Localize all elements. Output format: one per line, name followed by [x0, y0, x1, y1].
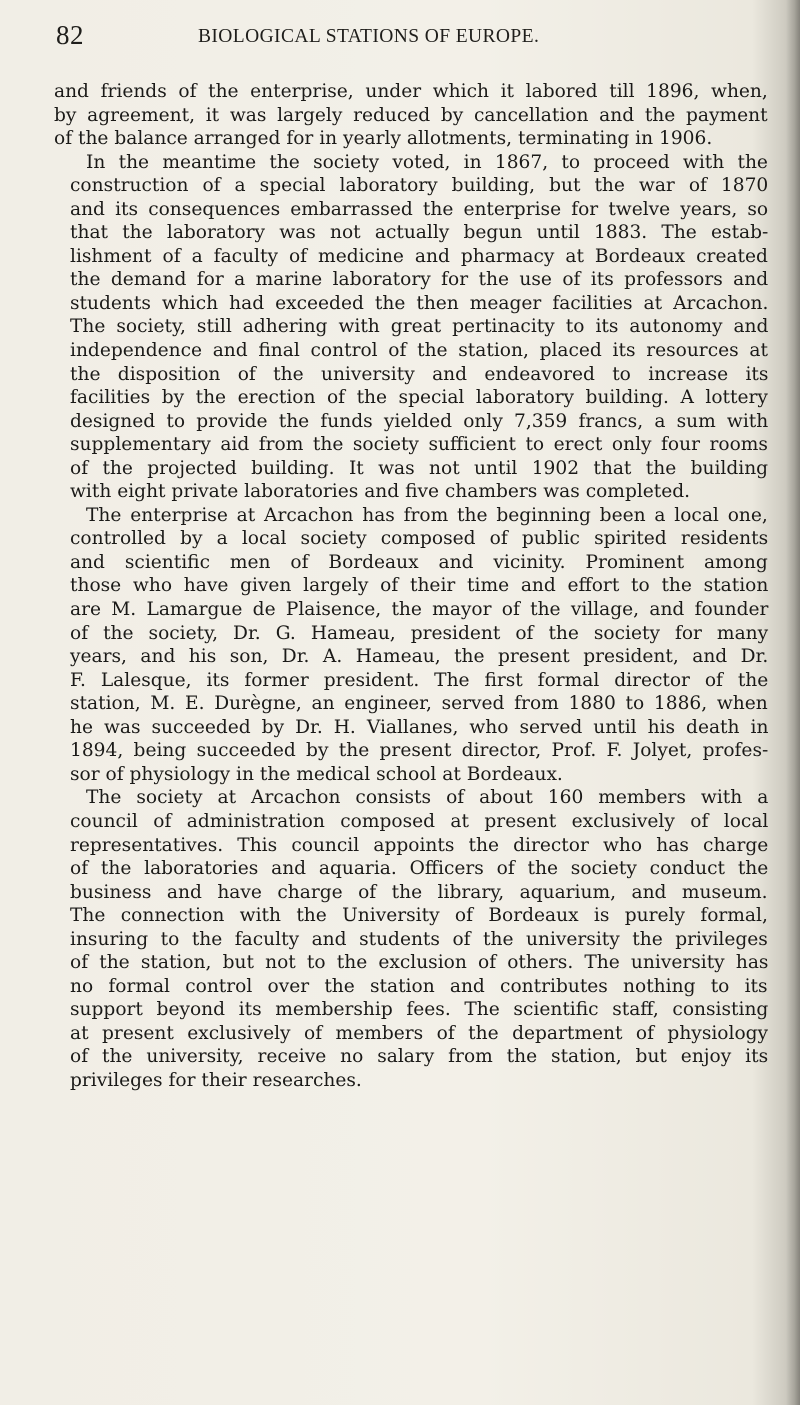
- text-line: the demand for a marine laboratory for the use of its professors and: [70, 269, 769, 291]
- text-line: F. Lalesque, its former president. The first formal director of the: [70, 669, 769, 691]
- text-line: council of administration composed at present exclusively of local: [70, 810, 769, 832]
- page-edge-shadow: [786, 0, 800, 1405]
- text-line: those who have given largely of their time and effort to the station: [70, 575, 769, 597]
- text-line: independence and final control of the station, placed its resources at: [70, 340, 768, 362]
- text-line: The enterprise at Arcachon has from the beginning been a local one,: [86, 504, 768, 526]
- text-line: support beyond its membership fees. The scientific staff, consisting: [70, 999, 769, 1021]
- text-line: that the laboratory was not actually begun until 1883. The estab-: [70, 222, 769, 244]
- text-line: station, M. E. Durègne, an engineer, served from 1880 to 1886, when: [70, 693, 768, 715]
- body-text: [54, 80, 768, 1093]
- text-line: years, and his son, Dr. A. Hameau, the present president, and Dr.: [70, 646, 769, 668]
- text-line: sor of physiology in the medical school at Bordeaux.: [70, 763, 563, 785]
- text-line: students which had exceeded the then meager facilities at Arcachon.: [70, 292, 769, 314]
- text-line: 1894, being succeeded by the present director, Prof. F. Jolyet, profes-: [70, 740, 769, 762]
- text-line: In the meantime the society voted, in 1867, to proceed with the: [86, 151, 768, 173]
- text-line: no formal control over the station and contributes nothing to its: [70, 975, 768, 997]
- running-head: BIOLOGICAL STATIONS OF EUROPE.: [198, 26, 540, 47]
- text-line: insuring to the faculty and students of the university the privileges: [70, 928, 768, 950]
- text-line: are M. Lamargue de Plaisence, the mayor of the village, and founder: [70, 599, 769, 621]
- text-line: and its consequences embarrassed the enterprise for twelve years, so: [70, 198, 769, 220]
- paragraph: [54, 80, 768, 151]
- text-line: designed to provide the funds yielded only 7,359 francs, a sum with: [70, 410, 769, 432]
- text-line: The connection with the University of Bordeaux is purely formal,: [70, 905, 768, 927]
- paragraph: [54, 151, 768, 504]
- text-line: with eight private laboratories and five chambers was completed.: [70, 481, 691, 503]
- text-line: of the university, receive no salary from the station, but enjoy its: [70, 1046, 769, 1068]
- paragraph: [54, 504, 768, 787]
- text-line: at present exclusively of members of the department of physiology: [70, 1022, 769, 1044]
- text-line: controlled by a local society composed of public spirited residents: [70, 528, 769, 550]
- text-line: of the projected building. It was not until 1902 that the building: [70, 457, 769, 479]
- text-line: he was succeeded by Dr. H. Viallanes, who served until his death in: [70, 716, 769, 738]
- text-line: The society at Arcachon consists of about 160 members with a: [86, 787, 769, 809]
- text-line: privileges for their researches.: [70, 1069, 362, 1091]
- text-line: the disposition of the university and endeavored to increase its: [70, 363, 769, 385]
- text-line: The society, still adhering with great pertinacity to its autonomy and: [70, 316, 769, 338]
- text-line: lishment of a faculty of medicine and pharmacy at Bordeaux created: [70, 245, 768, 267]
- paragraph: [54, 786, 768, 1092]
- text-line: construction of a special laboratory building, but the war of 1870: [70, 175, 769, 197]
- text-line: and scientific men of Bordeaux and vicinity. Prominent among: [70, 551, 768, 573]
- text-line: of the balance arranged for in yearly allotments, terminating in 1906.: [54, 128, 713, 150]
- text-line: of the society, Dr. G. Hameau, president of the society for many: [70, 622, 769, 644]
- page-number: 82: [56, 20, 84, 50]
- text-line: supplementary aid from the society sufficient to erect only four rooms: [70, 434, 768, 456]
- text-line: representatives. This council appoints the director who has charge: [70, 834, 769, 856]
- text-line: by agreement, it was largely reduced by cancellation and the payment: [54, 104, 768, 126]
- text-line: and friends of the enterprise, under which it labored till 1896, when,: [54, 81, 768, 102]
- text-line: business and have charge of the library, aquarium, and museum.: [70, 881, 768, 903]
- text-line: of the station, but not to the exclusion of others. The university has: [70, 952, 769, 974]
- text-line: facilities by the erection of the special laboratory building. A lottery: [70, 387, 768, 409]
- text-line: of the laboratories and aquaria. Officers of the society conduct the: [70, 858, 769, 880]
